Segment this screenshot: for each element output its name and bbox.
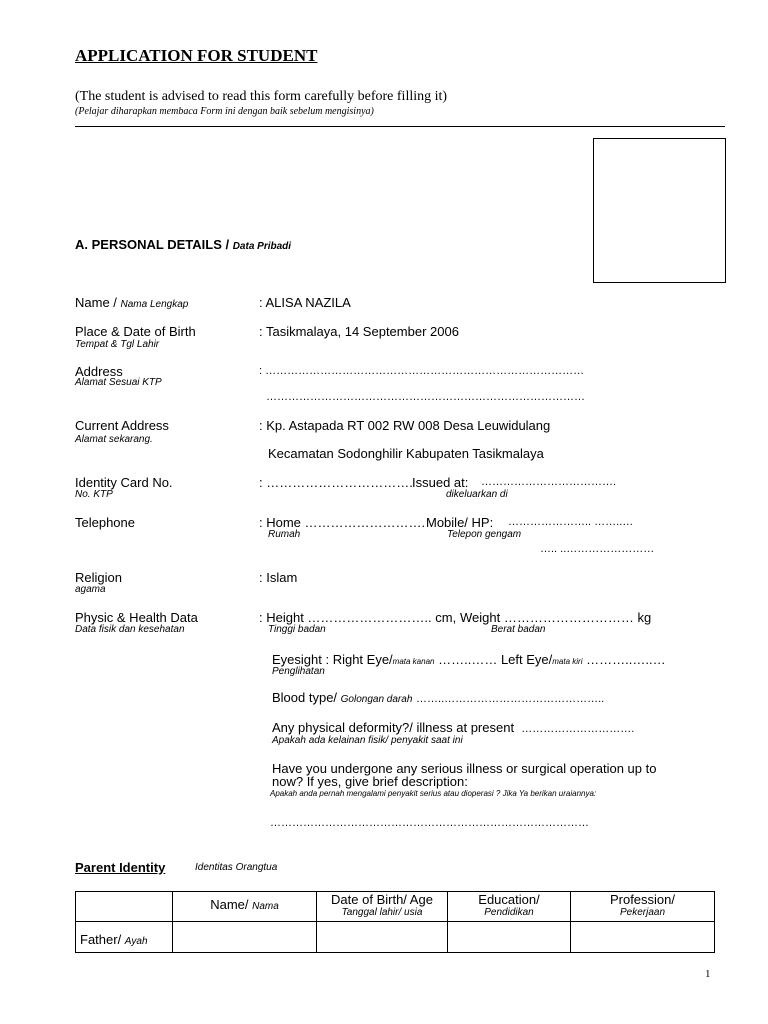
height-value: : Height ……………………….. cm, [259,610,457,625]
name-label-id: Nama Lengkap [120,299,189,310]
mobile-extra: ….. ..…………………… [540,543,655,555]
religion-label-id: agama [75,584,106,595]
header-name-label: Name/ [210,897,253,912]
birth-label-id: Tempat & Tgl Lahir [75,339,160,350]
father-label-id: Ayah [124,936,148,947]
deformity-label: Any physical deformity?/ illness at present [272,720,515,735]
parent-identity-title: Parent Identity [75,860,166,875]
current-address-label: Current Address [75,418,169,433]
section-label: A. PERSONAL DETAILS / [75,237,233,252]
photo-box [593,138,726,283]
header-cell-name [173,892,317,922]
mobile-value: ………………….. ……..… [508,516,634,528]
father-education-cell[interactable] [448,922,571,953]
parent-identity-title-id: Identitas Orangtua [195,862,278,873]
address-label: Address [75,364,123,379]
name-label-text: Name / [75,295,121,310]
blood-label-id: Golongan darah [340,694,413,705]
illness-question-1: Have you undergone any serious illness or surgical operation up to [272,761,657,776]
deformity-value: …………………………. [521,723,635,735]
header-profession-label-id: Pekerjaan [619,907,666,918]
illness-question-2: now? If yes, give brief description: [272,774,468,789]
left-eye-id: mata kiri [552,657,583,666]
header-dob-label: Date of Birth/ Age [331,892,433,907]
birth-value: : Tasikmalaya, 14 September 2006 [259,324,459,339]
header-name-label-id: Nama [252,901,279,912]
father-label: Father/ [80,932,125,947]
header-profession-label: Profession/ [609,892,676,907]
weight-value: Weight ………………………… kg [460,610,652,625]
deformity-label-id: Apakah ada kelainan fisik/ penyakit saat ini [272,735,463,746]
name-value: : ALISA NAZILA [259,295,351,310]
header-cell-dob [317,892,448,922]
current-address-label-id: Alamat sekarang. [75,434,153,445]
height-label-id: Tinggi badan [268,624,326,635]
blood-label: Blood type/ [272,690,341,705]
table-row [76,922,715,953]
mobile-label-id: Telepon gengam [447,529,522,540]
header-divider [75,126,725,127]
section-heading [75,237,291,252]
father-name-cell[interactable] [173,922,317,953]
right-eye-value: ……..…… Left Eye/ [438,652,553,667]
father-dob-cell[interactable] [317,922,448,953]
page-title: APPLICATION FOR STUDENT [75,46,318,65]
page-number: 1 [705,968,711,980]
identity-value: : ……………………………. [259,475,413,490]
birth-label: Place & Date of Birth [75,324,196,339]
identity-label: Identity Card No. [75,475,173,490]
mobile-label: Mobile/ HP: [426,515,494,530]
issued-value: ………………………………. [481,476,617,488]
header-education-label: Education/ [478,892,540,907]
eyesight-label-id: Penglihatan [272,666,325,677]
blood-row [272,690,604,705]
physic-label: Physic & Health Data [75,610,198,625]
header-education-label-id: Pendidikan [484,907,534,918]
current-address-line-1: : Kp. Astapada RT 002 RW 008 Desa Leuwidulang [259,418,551,433]
header-dob-label-id: Tanggal lahir/ usia [341,907,423,918]
left-eye-value: ………..…..… [586,652,666,667]
eyesight-label: Eyesight : Right Eye/ [272,652,393,667]
blood-value: ……..…………………………………….. [416,693,605,705]
instruction-text-id: (Pelajar diharapkan membaca Form ini dengan baik sebelum mengisinya) [75,106,374,117]
religion-label: Religion [75,570,122,585]
address-line-2: …………………………………………………………………………… [266,391,585,403]
home-phone-id: Rumah [268,529,301,540]
home-phone: : Home ………………………. [259,515,426,530]
header-cell-blank [76,892,173,922]
right-eye-id: mata kanan [392,657,435,666]
address-line-1: : …………………………………………………………………………… [259,365,585,377]
telephone-label: Telephone [75,515,135,530]
row-label-father [76,922,173,953]
parent-table-header [76,892,715,922]
name-label [75,295,188,310]
section-label-id: Data Pribadi [232,241,292,252]
header-cell-profession [571,892,715,922]
current-address-line-2: Kecamatan Sodonghilir Kabupaten Tasikmalaya [268,446,544,461]
illness-value: …………………………………………………………………………… [270,817,589,829]
illness-question-id: Apakah anda pernah mengalami penyakit serius atau dioperasi ? Jika Ya berikan uraiannya: [270,789,597,798]
deformity-row [272,720,634,735]
identity-label-id: No. KTP [75,489,113,500]
address-label-id: Alamat Sesuai KTP [75,377,162,388]
religion-value: : Islam [259,570,298,585]
parent-table [75,891,715,953]
issued-label-id: dikeluarkan di [446,489,508,500]
father-profession-cell[interactable] [571,922,715,953]
header-cell-education [448,892,571,922]
eyesight-row [272,652,666,667]
physic-label-id: Data fisik dan kesehatan [75,624,185,635]
weight-label-id: Berat badan [491,624,546,635]
instruction-text: (The student is advised to read this form carefully before filling it) [75,89,448,104]
issued-label: Issued at: [412,475,469,490]
